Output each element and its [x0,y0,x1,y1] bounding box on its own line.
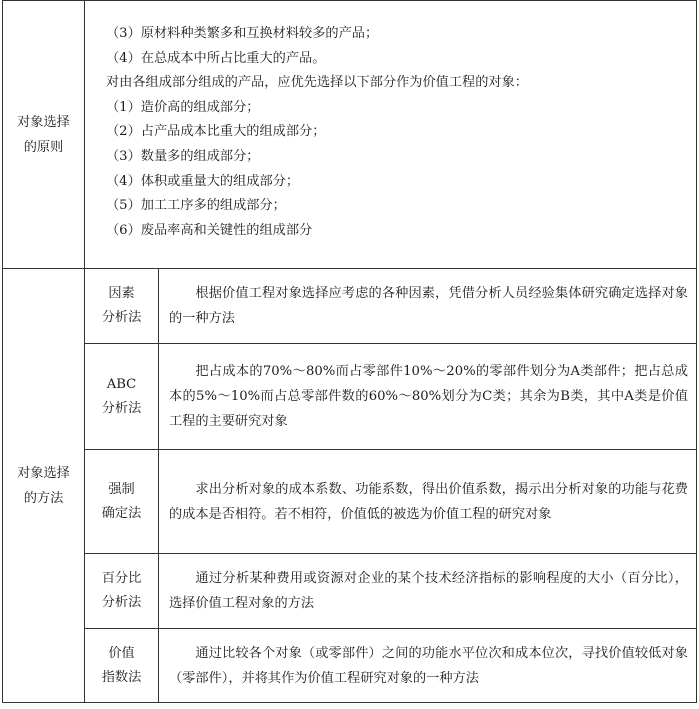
method-name-cell [85,344,159,450]
principle-line: 对由各组成部分组成的产品，应优先选择以下部分作为价值工程的对象： [106,75,528,91]
method-description-cell [159,269,697,344]
principle-label-line1: 对象选择 [17,114,70,130]
method-description-cell [159,450,697,554]
method-name-line1: 价值 [108,645,135,661]
method-label-line2: 的方法 [23,490,64,506]
principle-line: （4）体积或重量大的组成部分； [106,173,300,189]
method-name-cell [85,450,159,554]
principle-line: （2）占产品成本比重大的组成部分； [106,124,326,140]
method-name-line1: ABC [106,376,137,392]
method-description: 通过分析某种费用或资源对企业的某个技术经济指标的影响程度的大小（百分比），选择价值工程对象的方法 [169,571,688,611]
method-name-cell [85,269,159,344]
principle-line: （3）原材料种类繁多和互换材料较多的产品； [106,26,379,41]
method-description: 通过比较各个对象（或零部件）之间的功能水平位次和成本位次，寻找价值较低对象（零部件），并将其作为价值工程研究对象的一种方法 [169,645,688,686]
principle-line: （6）废品率高和关键性的组成部分 [106,222,313,238]
method-description-cell [159,344,697,450]
method-name-line2: 指数法 [101,669,142,685]
method-description: 求出分析对象的成本系数、功能系数，得出价值系数，揭示出分析对象的功能与花费的成本是否相符。若不相符，价值低的被选为价值工程的研究对象 [169,481,688,522]
principle-line: （4）在总成本中所占比重大的产品。 [106,50,326,66]
method-name-line1: 因素 [108,286,135,301]
method-description: 把占成本的70%～80%而占零部件10%～20%的零部件划分为A类部件；把占总成本的5%～10%而占总零部件数的60%～80%划分为C类；其余为B类，其中A类是价值工程的主要研究对象 [169,364,688,429]
principle-row [3,1,697,269]
method-row [3,269,697,344]
method-name-cell [85,629,159,703]
principle-line: （3）数量多的组成部分； [106,148,260,164]
method-name-line2: 确定法 [101,505,142,521]
method-row [3,554,697,629]
method-description-cell [159,629,697,703]
principle-line: （1）造价高的组成部分； [106,99,260,115]
method-name-cell [85,554,159,629]
method-description-cell [159,554,697,629]
value-engineering-object-table [2,0,697,703]
principle-label-cell [3,1,85,269]
principle-label-line2: 的原则 [23,139,64,155]
method-name-line2: 分析法 [101,595,142,610]
method-label-cell [3,269,85,703]
method-name-line2: 分析法 [101,400,142,416]
method-description: 根据价值工程对象选择应考虑的各种因素，凭借分析人员经验集体研究确定选择对象的一种方法 [169,286,688,326]
method-row [3,344,697,450]
method-row [3,450,697,554]
method-row [3,629,697,703]
method-name-line1: 百分比 [101,571,142,586]
method-name-line2: 分析法 [101,310,142,325]
principle-line: （5）加工工序多的组成部分； [106,198,286,214]
method-name-line1: 强制 [108,481,135,497]
method-label-line1: 对象选择 [17,465,70,481]
principle-content-cell [85,1,697,269]
